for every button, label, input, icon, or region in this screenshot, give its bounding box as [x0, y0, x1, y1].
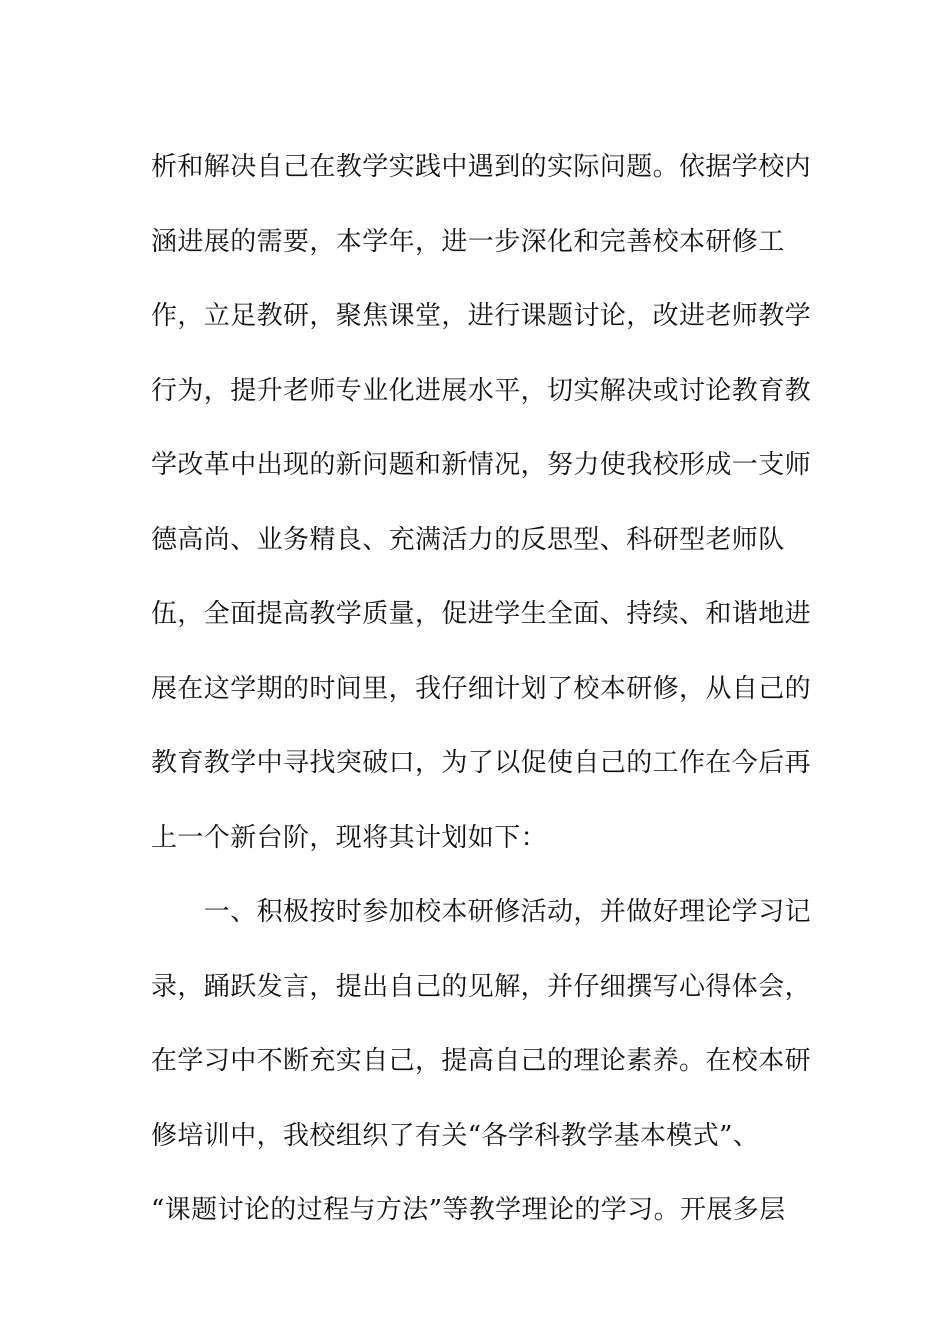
text-line: 行为，提升老师专业化进展水平，切实解决或讨论教育教 [151, 375, 812, 406]
text-line: 伍，全面提高教学质量，促进学生全面、持续、和谐地进 [151, 599, 812, 629]
text-line: 涵进展的需要，本学年，进一步深化和完善校本研修工 [151, 226, 785, 257]
text-line: 展在这学期的时间里，我仔细计划了校本研修，从自己的 [151, 673, 812, 704]
text-line: 在学习中不断充实自己，提高自己的理论素养。在校本研 [151, 1046, 812, 1076]
text-line: 一、积极按时参加校本研修活动，并做好理论学习记 [151, 897, 812, 927]
text-line: 析和解决自己在教学实践中遇到的实际问题。依据学校内 [151, 152, 812, 182]
text-line: 录，踊跃发言，提出自己的见解，并仔细撰写心得体会， [151, 971, 812, 1002]
text-line: 作，立足教研，聚焦课堂，进行课题讨论，改进老师教学 [151, 301, 812, 331]
body-text [151, 130, 812, 1248]
text-line: 教育教学中寻找突破口，为了以促使自己的工作在今后再 [151, 748, 812, 778]
text-line: 修培训中，我校组织了有关“各学科教学基本模式”、 [151, 1120, 760, 1151]
text-line: “课题讨论的过程与方法”等教学理论的学习。开展多层 [151, 1195, 786, 1225]
text-line: 上一个新台阶，现将其计划如下： [151, 822, 548, 853]
text-line: 学改革中出现的新问题和新情况，努力使我校形成一支师 [151, 450, 812, 480]
text-line: 德高尚、业务精良、充满活力的反思型、科研型老师队 [151, 524, 785, 555]
